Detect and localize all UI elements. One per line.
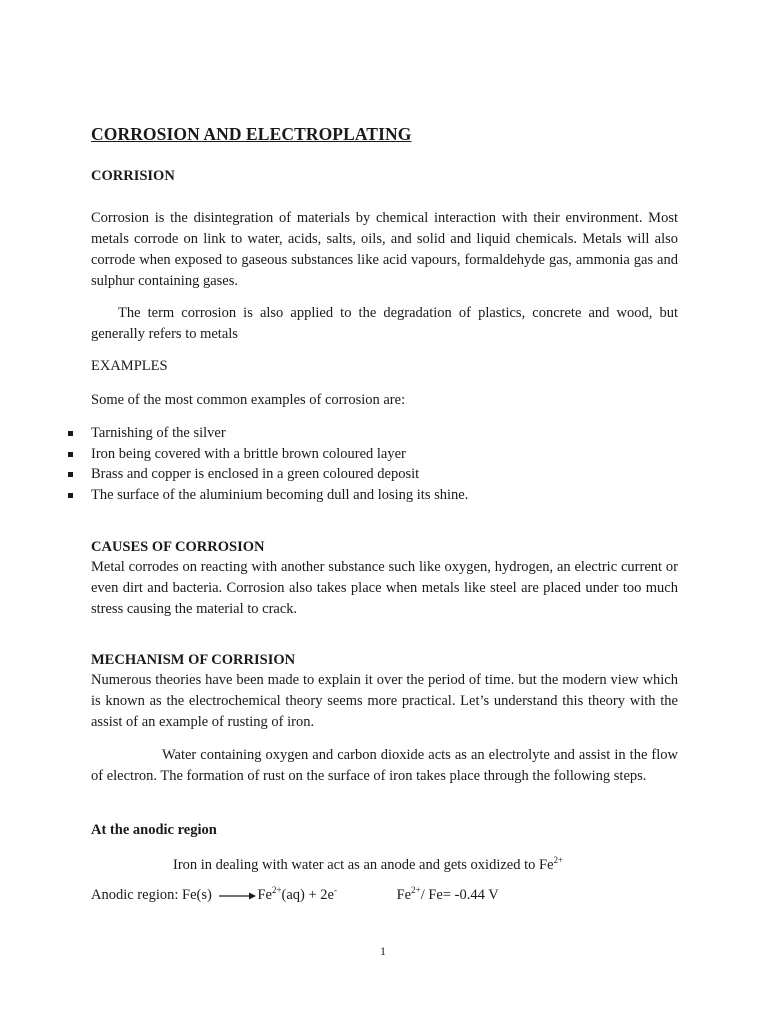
- superscript: 2+: [553, 855, 564, 865]
- paragraph-corrosion-definition: Corrosion is the disintegration of materials by chemical interaction with their environment. Most metals corrode on link to water, acids, salts, oils, and solid and liquid chemicals. Metals will also corrode when exposed to gaseous substances like acid vapours, formaldehyde gas, ammonia gas and sulphur containing gases.: [91, 210, 678, 289]
- heading-corrision: CORRISION: [91, 168, 175, 184]
- superscript: 2+: [411, 885, 421, 895]
- document-title: CORROSION AND ELECTROPLATING: [91, 124, 412, 144]
- examples-intro: Some of the most common examples of corrosion are:: [91, 392, 406, 408]
- anodic-description-text: Iron in dealing with water act as an anode and gets oxidized to Fe: [173, 857, 554, 873]
- bullet-square-icon: [68, 493, 73, 498]
- list-item-text: Iron being covered with a brittle brown coloured layer: [91, 445, 406, 462]
- superscript: -: [333, 885, 337, 895]
- paragraph-mechanism: Numerous theories have been made to explain it over the period of time. but the modern view which is known as the electrochemical theory seems more practical. Let’s understand this theory with the assist of an example of rusting of iron.: [91, 672, 678, 730]
- electrode-potential-value: / Fe= -0.44 V: [420, 887, 499, 903]
- list-item: [0, 485, 468, 506]
- anodic-equation: [91, 887, 499, 904]
- heading-causes: CAUSES OF CORROSION: [91, 539, 265, 555]
- paragraph-corrosion-scope: The term corrosion is also applied to the degradation of plastics, concrete and wood, but generally refers to metals: [91, 305, 678, 342]
- paragraph-causes: Metal corrodes on reacting with another substance such like oxygen, hydrogen, an electric current or even dirt and bacteria. Corrosion also takes place when metals like steel are placed under too much stress causing the material to crack.: [91, 559, 678, 617]
- electrode-potential: Fe: [396, 887, 412, 903]
- heading-examples: EXAMPLES: [91, 358, 168, 374]
- equation-reactant: Anodic region: Fe(s): [91, 887, 212, 903]
- bullet-square-icon: [68, 452, 73, 457]
- list-item: [0, 423, 468, 444]
- bullet-square-icon: [68, 431, 73, 436]
- examples-list: [0, 423, 468, 505]
- heading-anodic-region: At the anodic region: [91, 822, 217, 838]
- paragraph-electrolyte: Water containing oxygen and carbon dioxide acts as an electrolyte and assist in the flow of electron. The formation of rust on the surface of iron takes place through the following steps.: [91, 747, 678, 784]
- heading-mechanism: MECHANISM OF CORRISION: [91, 652, 296, 668]
- anodic-description: [173, 857, 563, 874]
- equation-product-rest: (aq) + 2e: [281, 887, 334, 903]
- list-item-text: The surface of the aluminium becoming dull and losing its shine.: [91, 486, 469, 503]
- list-item-text: Tarnishing of the silver: [91, 425, 226, 441]
- list-item: [0, 444, 468, 465]
- list-item: [0, 464, 468, 485]
- reaction-arrow-icon: [219, 891, 257, 901]
- page-number: 1: [380, 944, 386, 958]
- list-item-text: Brass and copper is enclosed in a green coloured deposit: [91, 466, 420, 483]
- equation-product: Fe: [257, 887, 272, 903]
- bullet-square-icon: [68, 472, 73, 477]
- superscript: 2+: [271, 885, 282, 895]
